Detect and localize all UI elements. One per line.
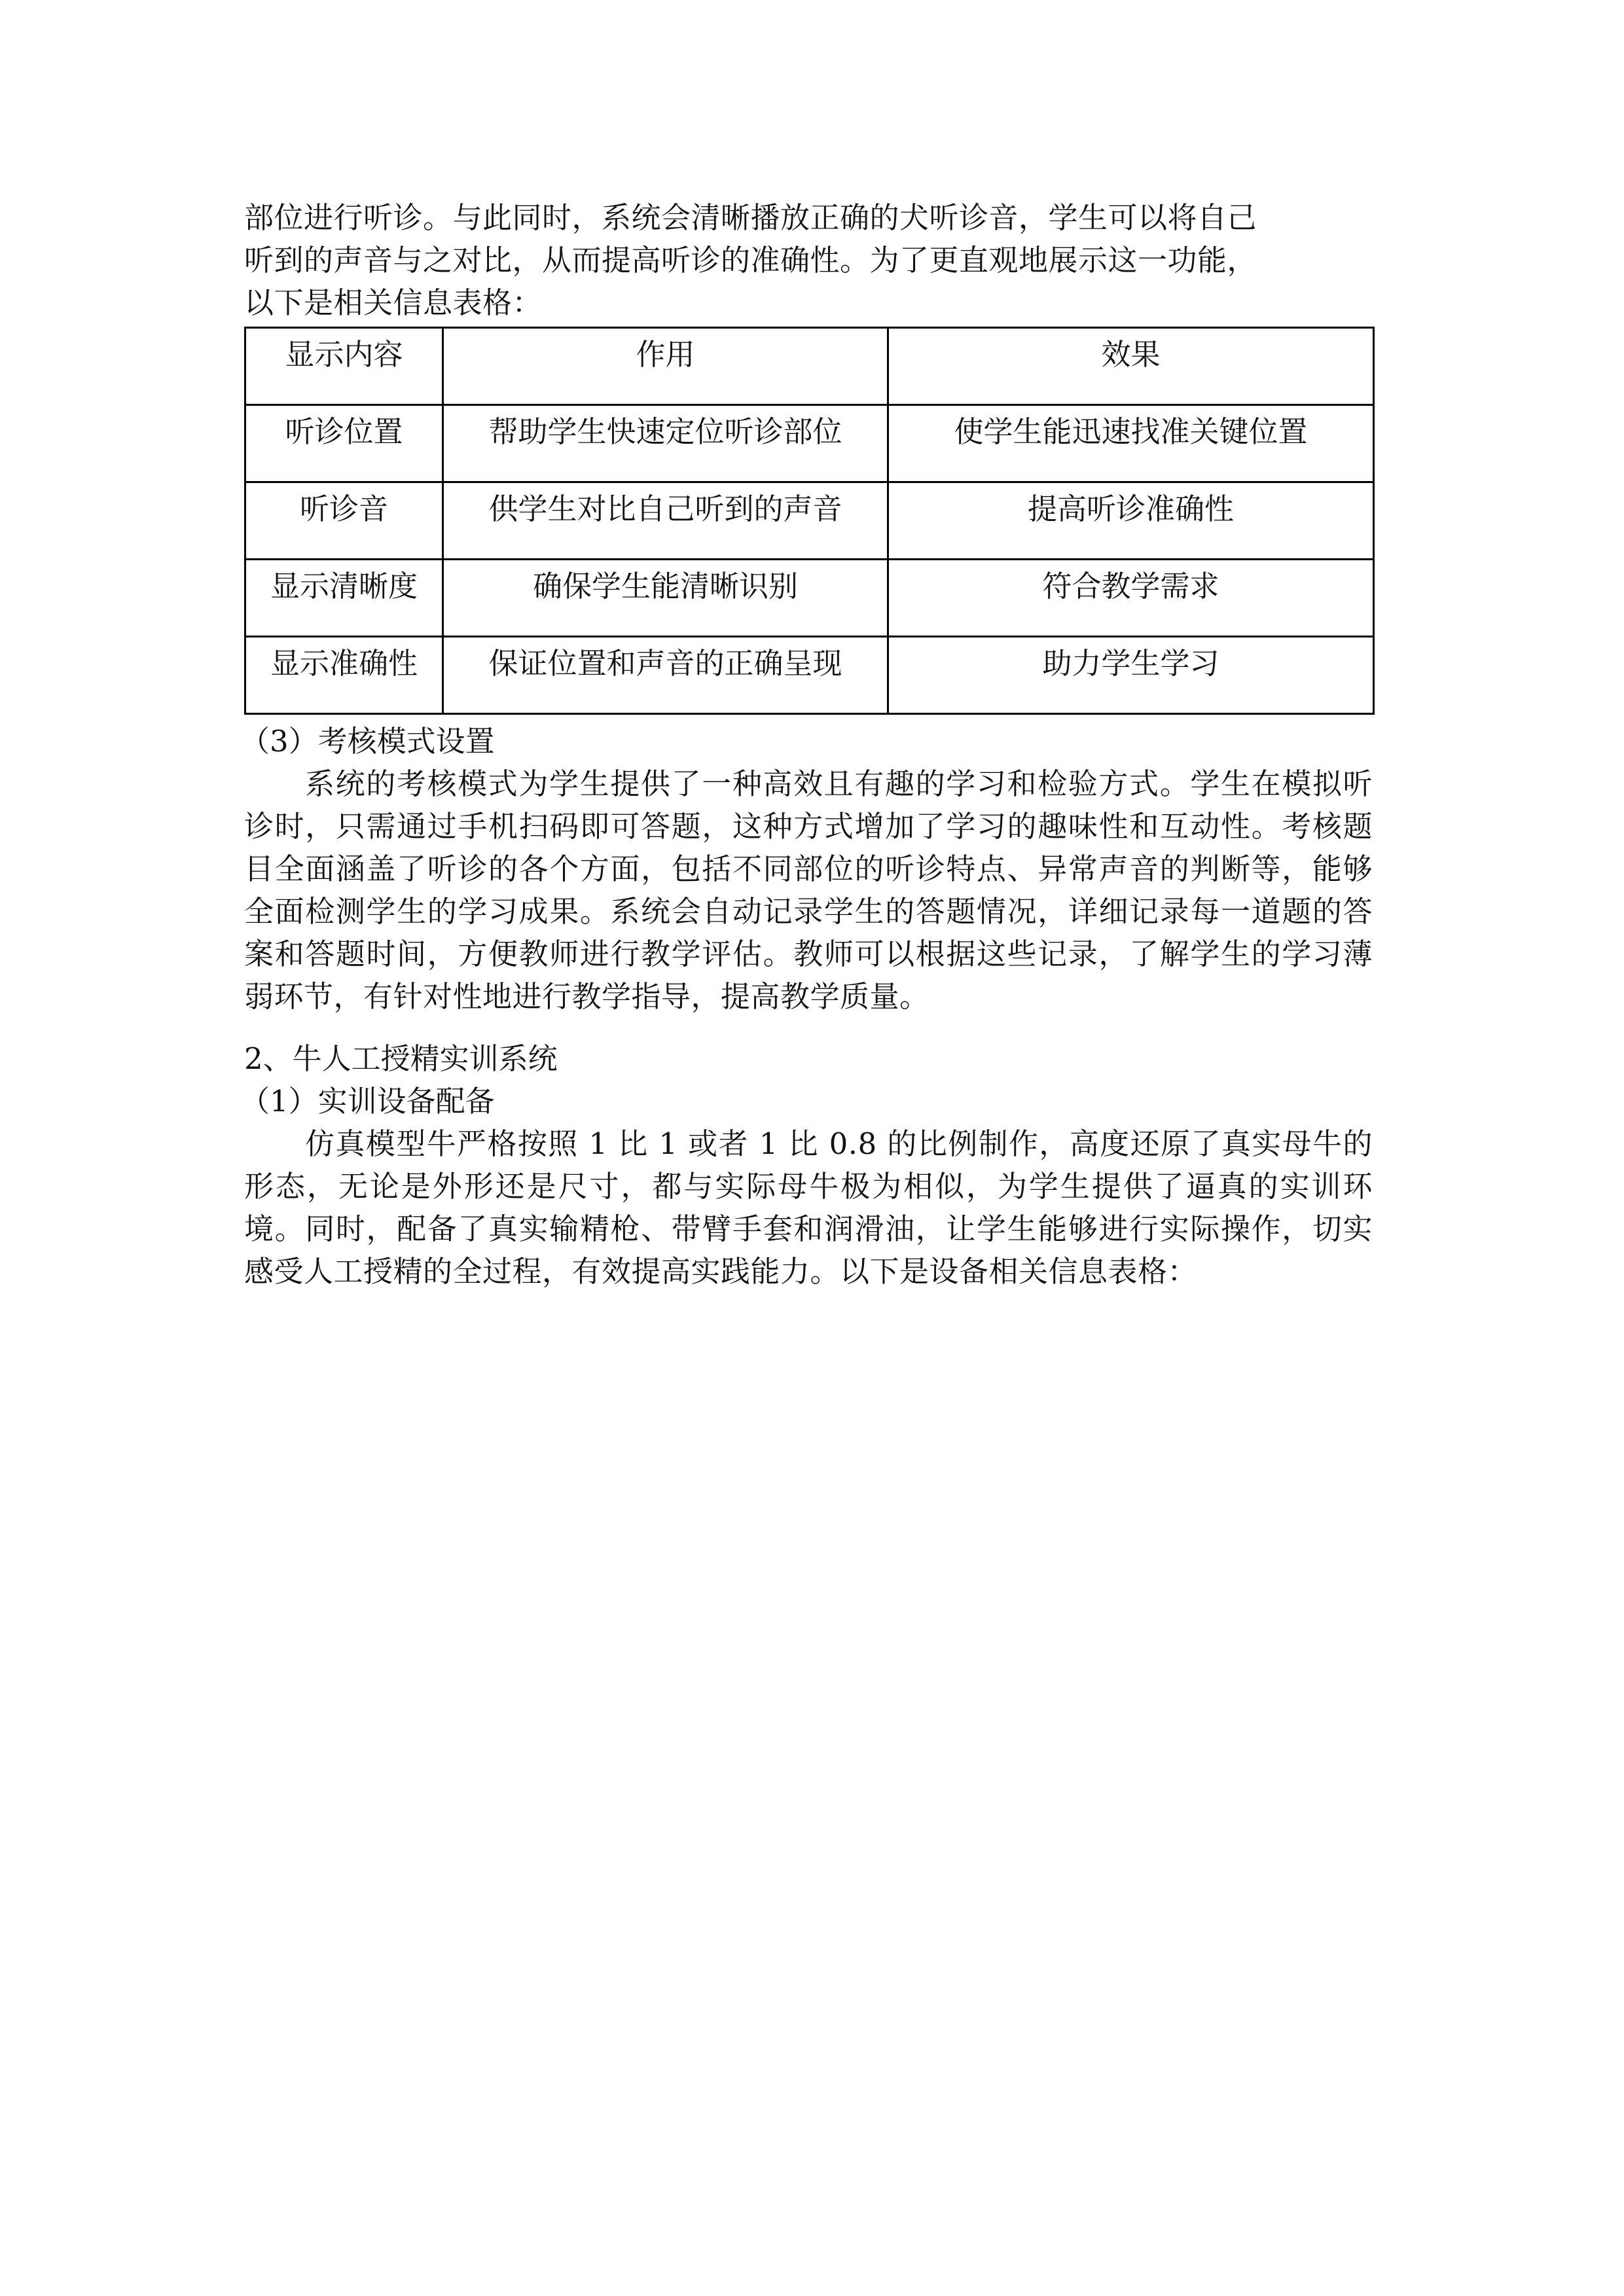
table-row (245, 405, 1374, 482)
table-cell: 显示清晰度 (245, 560, 443, 637)
intro-line-1: 部位进行听诊。与此同时，系统会清晰播放正确的犬听诊音，学生可以将自己 (244, 200, 1257, 235)
table-header-cell: 效果 (888, 328, 1374, 405)
spacer (244, 1018, 1373, 1037)
table-cell: 帮助学生快速定位听诊部位 (443, 405, 888, 482)
table-row (245, 482, 1374, 560)
table-row (245, 637, 1374, 714)
auscultation-info-table (244, 327, 1375, 715)
table-header-cell: 作用 (443, 328, 888, 405)
table-cell: 助力学生学习 (888, 637, 1374, 714)
section-2-paragraph: 仿真模型牛严格按照 1 比 1 或者 1 比 0.8 的比例制作，高度还原了真实母牛的形态，无论是外形还是尺寸，都与实际母牛极为相似，为学生提供了逼真的实训环境。同时，配备了真实输精枪、带臂手套和润滑油，让学生能够进行实际操作，切实感受人工授精的全过程，有效提高实践能力。以下是设备相关信息表格： (244, 1126, 1373, 1289)
section-2-sub-heading: （1）实训设备配备 (240, 1084, 495, 1119)
table-header-cell: 显示内容 (245, 328, 443, 405)
table-cell: 显示准确性 (245, 637, 443, 714)
table-cell: 提高听诊准确性 (888, 482, 1374, 560)
intro-line-3: 以下是相关信息表格： (244, 285, 543, 320)
table-cell: 听诊位置 (245, 405, 443, 482)
table-cell: 使学生能迅速找准关键位置 (888, 405, 1374, 482)
intro-line-2: 听到的声音与之对比，从而提高听诊的准确性。为了更直观地展示这一功能， (244, 243, 1257, 278)
table-row (245, 560, 1374, 637)
table-cell: 听诊音 (245, 482, 443, 560)
document-page (240, 196, 1373, 1293)
table-cell: 符合教学需求 (888, 560, 1374, 637)
table-cell: 保证位置和声音的正确呈现 (443, 637, 888, 714)
table-cell: 供学生对比自己听到的声音 (443, 482, 888, 560)
spacer (244, 715, 1373, 720)
table-cell: 确保学生能清晰识别 (443, 560, 888, 637)
section-2-heading: 2、牛人工授精实训系统 (244, 1041, 558, 1076)
table-header-row (245, 328, 1374, 405)
section-3-heading: （3）考核模式设置 (240, 724, 495, 759)
section-3-paragraph: 系统的考核模式为学生提供了一种高效且有趣的学习和检验方式。学生在模拟听诊时，只需通过手机扫码即可答题，这种方式增加了学习的趣味性和互动性。考核题目全面涵盖了听诊的各个方面，包括不同部位的听诊特点、异常声音的判断等，能够全面检测学生的学习成果。系统会自动记录学生的答题情况，详细记录每一道题的答案和答题时间，方便教师进行教学评估。教师可以根据这些记录，了解学生的学习薄弱环节，有针对性地进行教学指导，提高教学质量。 (244, 766, 1373, 1014)
